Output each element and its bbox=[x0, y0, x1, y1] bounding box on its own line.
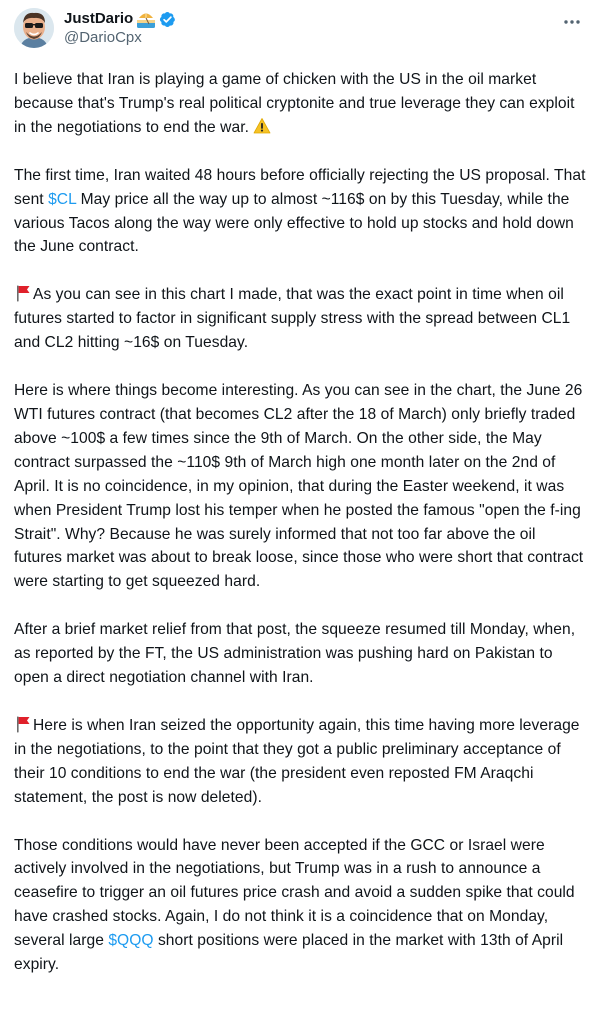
paragraph-4-text: Here is where things become interesting. As you can see in the chart, the June 26 WTI futures contract (that becomes CL2 after the 18 of March) only briefly traded above ~100$ a few times since the 9th of March. On the other side, the May contract surpassed the ~110$ 9th of March high one month later on the 2nd of April. It is no coincidence, in my opinion, that during the Easter weekend, it was when President Trump lost his temper when he posted the famous "open the f-ing Strait". Why? Because he was surely informed that not too far above the oil futures market was about to break loose, since those who were short that contract were starting to get squeezed hard. bbox=[14, 382, 584, 591]
paragraph-6-text: Here is when Iran seized the opportunity again, this time having more leverage in the negotiations, to the point that they got a public preliminary acceptance of their 10 conditions to end the war (the president even reposted FM Araqchi statement, the post is now deleted). bbox=[14, 716, 580, 806]
paragraph-3-text: As you can see in this chart I made, that was the exact point in time when oil futures started to factor in significant supply stress with the spread between CL1 and CL2 hitting ~16$ on Tuesday. bbox=[14, 286, 571, 352]
warning-icon bbox=[253, 117, 271, 135]
display-name[interactable]: JustDario bbox=[64, 10, 134, 27]
paragraph-6 bbox=[14, 714, 586, 810]
paragraph-5 bbox=[14, 618, 586, 690]
paragraph-2-text-pre: The first time, Iran waited 48 hours before officially rejecting the US proposal. That sent bbox=[14, 166, 586, 208]
paragraph-4 bbox=[14, 379, 586, 594]
paragraph-7 bbox=[14, 834, 586, 977]
more-options-icon[interactable] bbox=[560, 12, 584, 32]
cashtag-cl-link[interactable]: $CL bbox=[48, 190, 77, 208]
paragraph-1-text: I believe that Iran is playing a game of chicken with the US in the oil market because that's Trump's real political cryptonite and true leverage they can exploit in the negotiations to end the war. bbox=[14, 71, 575, 136]
red-flag-icon bbox=[14, 715, 32, 733]
beach-umbrella-icon bbox=[137, 10, 155, 28]
paragraph-7-text-pre: Those conditions would have never been accepted if the GCC or Israel were actively involved in the negotiations, but Trump was in a rush to announce a ceasefire to trigger an oil futures price crash and avoid a sudden spike that could have crashed stocks. Again, I do not think it is a coincidence that on Monday, several large bbox=[14, 836, 575, 950]
red-flag-icon bbox=[14, 284, 32, 302]
paragraph-5-text: After a brief market relief from that post, the squeeze resumed till Monday, when, as reported by the FT, the US administration was pushing hard on Pakistan to open a direct negotiation channel with Iran. bbox=[14, 621, 576, 687]
paragraph-3 bbox=[14, 283, 586, 355]
paragraph-2 bbox=[14, 164, 586, 260]
tweet-text bbox=[14, 68, 586, 1001]
name-row bbox=[64, 9, 176, 29]
paragraph-2-text-post: May price all the way up to almost ~116$ on by this Tuesday, while the various Tacos along the way were only effective to hold up stocks and hold down the June contract. bbox=[14, 190, 574, 256]
verified-badge-icon bbox=[159, 11, 176, 28]
paragraph-7-text-post: short positions were placed in the market with 13th of April expiry. bbox=[14, 932, 564, 974]
handle[interactable]: @DarioCpx bbox=[64, 29, 142, 46]
avatar[interactable] bbox=[14, 8, 54, 48]
cashtag-qqq-link[interactable]: $QQQ bbox=[108, 932, 154, 950]
paragraph-1 bbox=[14, 68, 586, 140]
avatar-image bbox=[14, 8, 54, 48]
tweet-header bbox=[14, 6, 584, 50]
